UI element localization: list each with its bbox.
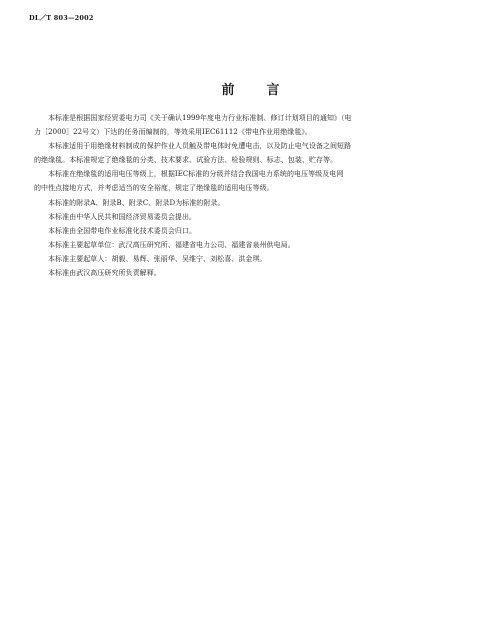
paragraph-line: 的绝缘毯。本标准规定了绝缘毯的分类、技术要求、试验方法、检验规则、标志、包装、贮存等。 — [34, 156, 338, 165]
paragraph-line: 本标准由全国带电作业标准化技术委员会归口。 — [48, 226, 197, 235]
paragraph-line: 本标准主要起草单位：武汉高压研究所、福建省电力公司、福建省泉州供电局。 — [48, 240, 295, 249]
title-char-1: 前 — [221, 83, 235, 98]
title-char-2: 言 — [266, 83, 280, 98]
paragraph-line: 本标准是根据国家经贸委电力司《关于确认1999年度电力行业标准制、修订计划项目的通知》（电 — [48, 114, 352, 122]
paragraph-line: 本标准适用于用绝缘材料制成的保护作业人员触及带电体时免遭电击，以及防止电气设备之间短路 — [48, 142, 352, 151]
paragraph-line: 力［2000］22号文）下达的任务而编制的，等效采用IEC61112《带电作业用绝缘毯》。 — [34, 128, 312, 137]
page-title — [0, 79, 501, 98]
paragraph-line: 本标准的附录A、附录B、附录C、附录D为标准的附录。 — [48, 198, 225, 207]
paragraph-line: 本标准由武汉高压研究所负责解释。 — [48, 269, 161, 278]
paragraph-line: 本标准在绝缘毯的适用电压等级上，根据IEC标准的分级并结合我国电力系统的电压等级及电网 — [48, 170, 344, 179]
paragraph-line: 本标准主要起草人：胡毅、易辉、张丽华、吴维宁、刘松喜、洪金琪。 — [48, 254, 267, 263]
standard-code: DL／T 803—2002 — [29, 14, 94, 22]
paragraph-line: 的中性点接地方式，并考虑适当的安全裕度，规定了绝缘毯的适用电压等级。 — [34, 184, 274, 193]
foreword-body — [34, 111, 474, 280]
paragraph-line: 本标准由中华人民共和国经济贸易委员会提出。 — [48, 212, 197, 221]
